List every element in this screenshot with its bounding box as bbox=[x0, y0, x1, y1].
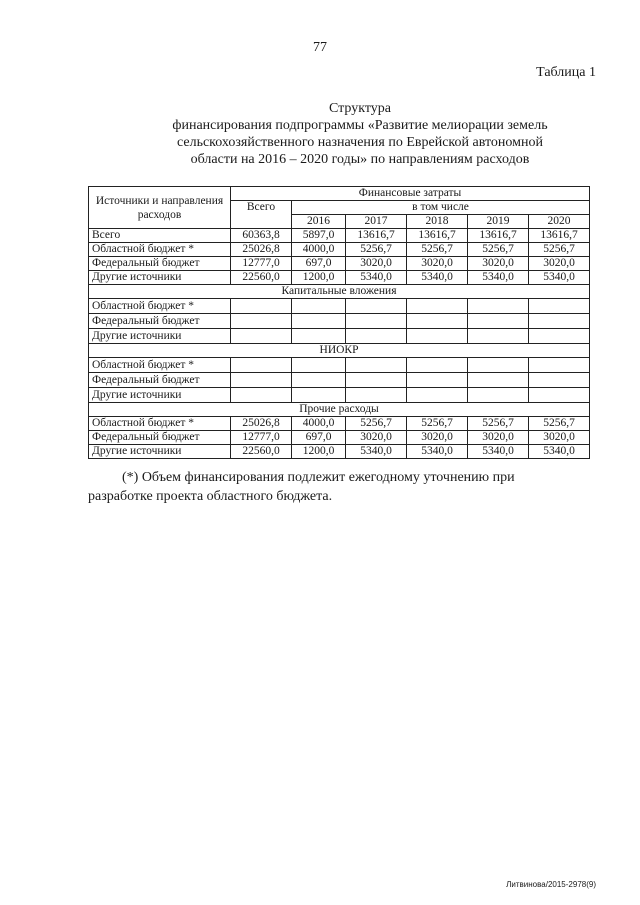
section-title-other: Прочие расходы bbox=[89, 403, 590, 417]
table-row bbox=[89, 229, 590, 243]
header-year: 2016 bbox=[292, 215, 346, 229]
row-label: Федеральный бюджет bbox=[89, 431, 231, 445]
table-row bbox=[89, 271, 590, 285]
table-row bbox=[89, 417, 590, 431]
cell-value: 3020,0 bbox=[407, 431, 468, 445]
row-label: Областной бюджет * bbox=[89, 243, 231, 257]
header-year: 2017 bbox=[346, 215, 407, 229]
cell-value: 3020,0 bbox=[529, 431, 590, 445]
section-title-capital: Капитальные вложения bbox=[89, 285, 590, 299]
header-total: Всего bbox=[231, 201, 292, 229]
row-label: Другие источники bbox=[89, 388, 231, 403]
title-line: Структура bbox=[328, 101, 392, 116]
cell-value: 13616,7 bbox=[468, 229, 529, 243]
title-line: финансирования подпрограммы «Развитие мелиорации земель bbox=[172, 118, 548, 133]
cell-value: 5256,7 bbox=[407, 417, 468, 431]
row-label: Федеральный бюджет bbox=[89, 257, 231, 271]
cell-value: 3020,0 bbox=[468, 431, 529, 445]
cell-value: 5256,7 bbox=[468, 243, 529, 257]
cell-value: 13616,7 bbox=[407, 229, 468, 243]
cell-value: 5340,0 bbox=[529, 271, 590, 285]
table-row bbox=[89, 388, 590, 403]
row-label: Областной бюджет * bbox=[89, 358, 231, 373]
document-reference: Литвинова/2015-2978(9) bbox=[506, 880, 596, 889]
cell-value: 3020,0 bbox=[407, 257, 468, 271]
table-label: Таблица 1 bbox=[536, 65, 596, 80]
header-sources: Источники и направления расходов bbox=[89, 187, 231, 229]
cell-value: 1200,0 bbox=[292, 445, 346, 459]
cell-value: 3020,0 bbox=[468, 257, 529, 271]
row-label: Другие источники bbox=[89, 271, 231, 285]
cell-value: 5256,7 bbox=[529, 243, 590, 257]
footnote bbox=[88, 468, 593, 506]
header-year: 2020 bbox=[529, 215, 590, 229]
cell-value: 25026,8 bbox=[231, 243, 292, 257]
footnote-line: (*) Объем финансирования подлежит ежегодному уточнению при bbox=[122, 470, 515, 485]
header-year: 2018 bbox=[407, 215, 468, 229]
cell-value: 3020,0 bbox=[529, 257, 590, 271]
table-row bbox=[89, 314, 590, 329]
cell-value: 4000,0 bbox=[292, 417, 346, 431]
footnote-line: разработке проекта областного бюджета. bbox=[88, 489, 333, 504]
financing-table bbox=[88, 186, 590, 459]
cell-value: 5340,0 bbox=[468, 271, 529, 285]
cell-value: 697,0 bbox=[292, 257, 346, 271]
cell-value: 5256,7 bbox=[529, 417, 590, 431]
section-title-niokr: НИОКР bbox=[89, 344, 590, 358]
cell-value: 5256,7 bbox=[346, 243, 407, 257]
cell-value: 12777,0 bbox=[231, 257, 292, 271]
cell-value: 5340,0 bbox=[529, 445, 590, 459]
header-including: в том числе bbox=[292, 201, 590, 215]
cell-value: 13616,7 bbox=[346, 229, 407, 243]
table-row bbox=[89, 358, 590, 373]
table-row bbox=[89, 329, 590, 344]
table-row bbox=[89, 373, 590, 388]
cell-value: 1200,0 bbox=[292, 271, 346, 285]
title-line: области на 2016 – 2020 годы» по направлениям расходов bbox=[190, 152, 530, 167]
cell-value: 22560,0 bbox=[231, 445, 292, 459]
table-row bbox=[89, 431, 590, 445]
page-number: 77 bbox=[313, 40, 327, 55]
row-label: Областной бюджет * bbox=[89, 299, 231, 314]
cell-value: 4000,0 bbox=[292, 243, 346, 257]
row-label: Областной бюджет * bbox=[89, 417, 231, 431]
header-year: 2019 bbox=[468, 215, 529, 229]
cell-value: 5256,7 bbox=[346, 417, 407, 431]
row-label: Федеральный бюджет bbox=[89, 373, 231, 388]
cell-value: 60363,8 bbox=[231, 229, 292, 243]
table-row bbox=[89, 445, 590, 459]
cell-value: 12777,0 bbox=[231, 431, 292, 445]
cell-value: 5340,0 bbox=[346, 445, 407, 459]
table-row bbox=[89, 257, 590, 271]
row-label: Другие источники bbox=[89, 445, 231, 459]
cell-value: 22560,0 bbox=[231, 271, 292, 285]
table-row bbox=[89, 243, 590, 257]
cell-value: 5340,0 bbox=[468, 445, 529, 459]
table-row bbox=[89, 299, 590, 314]
row-label: Другие источники bbox=[89, 329, 231, 344]
cell-value: 3020,0 bbox=[346, 431, 407, 445]
cell-value: 5897,0 bbox=[292, 229, 346, 243]
document-title bbox=[100, 100, 620, 168]
cell-value: 13616,7 bbox=[529, 229, 590, 243]
cell-value: 5340,0 bbox=[407, 445, 468, 459]
header-costs: Финансовые затраты bbox=[231, 187, 590, 201]
cell-value: 697,0 bbox=[292, 431, 346, 445]
row-label: Всего bbox=[89, 229, 231, 243]
cell-value: 5256,7 bbox=[407, 243, 468, 257]
cell-value: 5340,0 bbox=[407, 271, 468, 285]
title-line: сельскохозяйственного назначения по Еврейской автономной bbox=[176, 135, 543, 150]
cell-value: 5256,7 bbox=[468, 417, 529, 431]
cell-value: 5340,0 bbox=[346, 271, 407, 285]
cell-value: 3020,0 bbox=[346, 257, 407, 271]
row-label: Федеральный бюджет bbox=[89, 314, 231, 329]
cell-value: 25026,8 bbox=[231, 417, 292, 431]
